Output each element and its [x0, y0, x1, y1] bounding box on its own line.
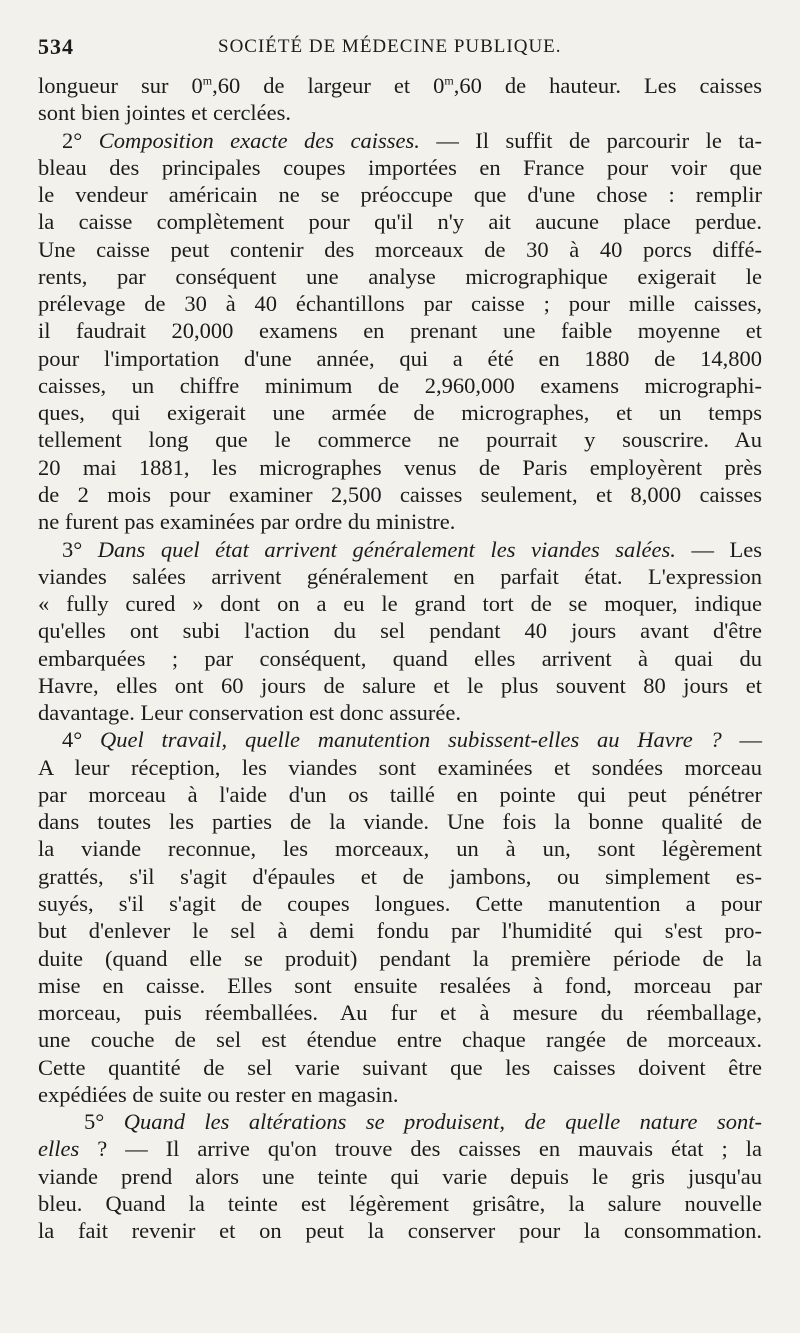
text-segment: ? — Il arrive qu'on trouve des caisses en mauvais état ; la [79, 1136, 762, 1162]
text-line [38, 699, 762, 726]
text-segment: expédiées de suite ou rester en magasin. [38, 1081, 399, 1107]
text-line [38, 890, 762, 917]
text-line [38, 1054, 762, 1081]
text-segment: but d'enlever le sel à demi fondu par l'humidité qui s'est pro- [38, 918, 762, 944]
text-segment: 4° [62, 727, 101, 753]
text-line [38, 863, 762, 890]
text-line [38, 1217, 762, 1244]
text-line [38, 1108, 762, 1135]
text-line [38, 181, 762, 208]
text-line [38, 999, 762, 1026]
text-segment: de 2 mois pour examiner 2,500 caisses seulement, et 8,000 caisses [38, 481, 762, 507]
text-segment: A leur réception, les viandes sont examinées et sondées morceau [38, 754, 762, 780]
text-line [38, 617, 762, 644]
text-segment: — [721, 727, 763, 753]
text-segment: prélevage de 30 à 40 échantillons par caisse ; pour mille caisses, [38, 291, 762, 317]
text-segment: embarquées ; par conséquent, quand elles arrivent à quai du [38, 645, 762, 671]
text-segment: tellement long que le commerce ne pourrait y souscrire. Au [38, 427, 762, 453]
text-line [38, 1190, 762, 1217]
superscript-text: m [202, 73, 213, 88]
text-line [38, 972, 762, 999]
text-segment: davantage. Leur conservation est donc assurée. [38, 700, 461, 726]
italic-text: Quel travail, quelle manutention subissent-elles au Havre ? [100, 727, 722, 753]
text-segment: 2° [62, 127, 99, 153]
text-segment: ,60 de hauteur. Les caisses [453, 73, 762, 98]
text-segment: morceau, puis réemballées. Au fur et à mesure du réemballage, [38, 1000, 762, 1026]
text-segment: Havre, elles ont 60 jours de salure et le plus souvent 80 jours et [38, 672, 762, 698]
text-segment: sont bien jointes et cerclées. [38, 100, 292, 126]
text-line [38, 1135, 762, 1162]
text-line [38, 781, 762, 808]
text-line [38, 726, 762, 753]
text-segment: longueur sur 0 [38, 73, 203, 98]
text-segment: duite (quand elle se produit) pendant la première période de la [38, 945, 762, 971]
text-segment: suyés, s'il s'agit de coupes longues. Cette manutention a pour [38, 890, 762, 916]
text-segment: par morceau à l'aide d'un os taillé en pointe qui peut pénétrer [38, 781, 762, 807]
text-line [38, 917, 762, 944]
page-number: 534 [38, 34, 74, 59]
text-line [38, 263, 762, 290]
superscript-text: m [444, 73, 454, 88]
text-line [38, 1081, 762, 1108]
text-segment: 20 mai 1881, les micrographes venus de Paris employèrent près [38, 454, 762, 480]
text-line [38, 1163, 762, 1190]
text-line [38, 72, 762, 99]
text-line [38, 399, 762, 426]
text-line [38, 590, 762, 617]
text-segment: — Les [675, 536, 762, 562]
text-line [38, 835, 762, 862]
text-segment: Cette quantité de sel varie suivant que les caisses doivent être [38, 1054, 762, 1080]
body-text [38, 72, 762, 1244]
text-line [38, 481, 762, 508]
text-segment: Une caisse peut contenir des morceaux de 30 à 40 porcs diffé- [38, 236, 762, 262]
text-line [38, 563, 762, 590]
italic-text: Quand les altérations se produisent, de quelle nature sont- [123, 1109, 762, 1135]
text-segment: 3° [62, 536, 98, 562]
text-segment: la viande reconnue, les morceaux, un à un, sont légèrement [38, 836, 762, 862]
text-segment: bleau des principales coupes importées en France pour voir que [38, 154, 762, 180]
text-line [38, 645, 762, 672]
text-segment: la fait revenir et on peut la conserver pour la consommation. [38, 1218, 762, 1244]
text-segment: — Il suffit de parcourir le ta- [419, 127, 762, 153]
text-segment: viande prend alors une teinte qui varie depuis le gris jusqu'au [38, 1163, 762, 1189]
page-header [38, 34, 762, 60]
text-segment: caisses, un chiffre minimum de 2,960,000 examens micrographi- [38, 372, 762, 398]
text-line [38, 754, 762, 781]
text-segment: bleu. Quand la teinte est légèrement grisâtre, la salure nouvelle [38, 1190, 762, 1216]
text-line [38, 945, 762, 972]
text-segment: grattés, s'il s'agit d'épaules et de jambons, ou simplement es- [38, 863, 762, 889]
text-segment: ne furent pas examinées par ordre du ministre. [38, 509, 456, 535]
italic-text: Composition exacte des caisses. [98, 127, 420, 153]
italic-text: Dans quel état arrivent généralement les viandes salées. [97, 536, 676, 562]
text-segment: ques, qui exigerait une armée de micrographes, et un temps [38, 400, 762, 426]
text-segment: la caisse complètement pour qu'il n'y ait aucune place perdue. [38, 209, 762, 235]
text-line [38, 672, 762, 699]
text-segment: viandes salées arrivent généralement en parfait état. L'expression [38, 563, 762, 589]
text-segment: une couche de sel est étendue entre chaque rangée de morceaux. [38, 1027, 762, 1053]
italic-text: elles [38, 1136, 80, 1162]
text-segment: ,60 de largeur et 0 [212, 73, 445, 98]
text-segment: pour l'importation d'une année, qui a été en 1880 de 14,800 [38, 345, 762, 371]
text-line [38, 372, 762, 399]
text-line [38, 236, 762, 263]
text-line [38, 536, 762, 563]
text-segment: rents, par conséquent une analyse micrographique exigerait le [38, 263, 762, 289]
text-segment: il faudrait 20,000 examens en prenant une faible moyenne et [38, 318, 762, 344]
text-line [38, 290, 762, 317]
text-line [38, 154, 762, 181]
text-line [38, 317, 762, 344]
text-segment: dans toutes les parties de la viande. Une fois la bonne qualité de [38, 809, 762, 835]
text-line [38, 127, 762, 154]
text-segment: « fully cured » dont on a eu le grand tort de se moquer, indique [38, 591, 762, 617]
text-line [38, 99, 762, 126]
text-line [38, 426, 762, 453]
text-line [38, 1026, 762, 1053]
running-head: SOCIÉTÉ DE MÉDECINE PUBLIQUE. [218, 36, 562, 57]
text-segment: le vendeur américain ne se préoccupe que d'une chose : remplir [38, 182, 762, 208]
text-segment: mise en caisse. Elles sont ensuite resalées à fond, morceau par [38, 972, 762, 998]
text-line [38, 345, 762, 372]
text-line [38, 508, 762, 535]
text-line [38, 808, 762, 835]
text-line [38, 454, 762, 481]
text-segment: qu'elles ont subi l'action du sel pendant 40 jours avant d'être [38, 618, 762, 644]
text-line [38, 208, 762, 235]
text-segment: 5° [84, 1109, 124, 1135]
